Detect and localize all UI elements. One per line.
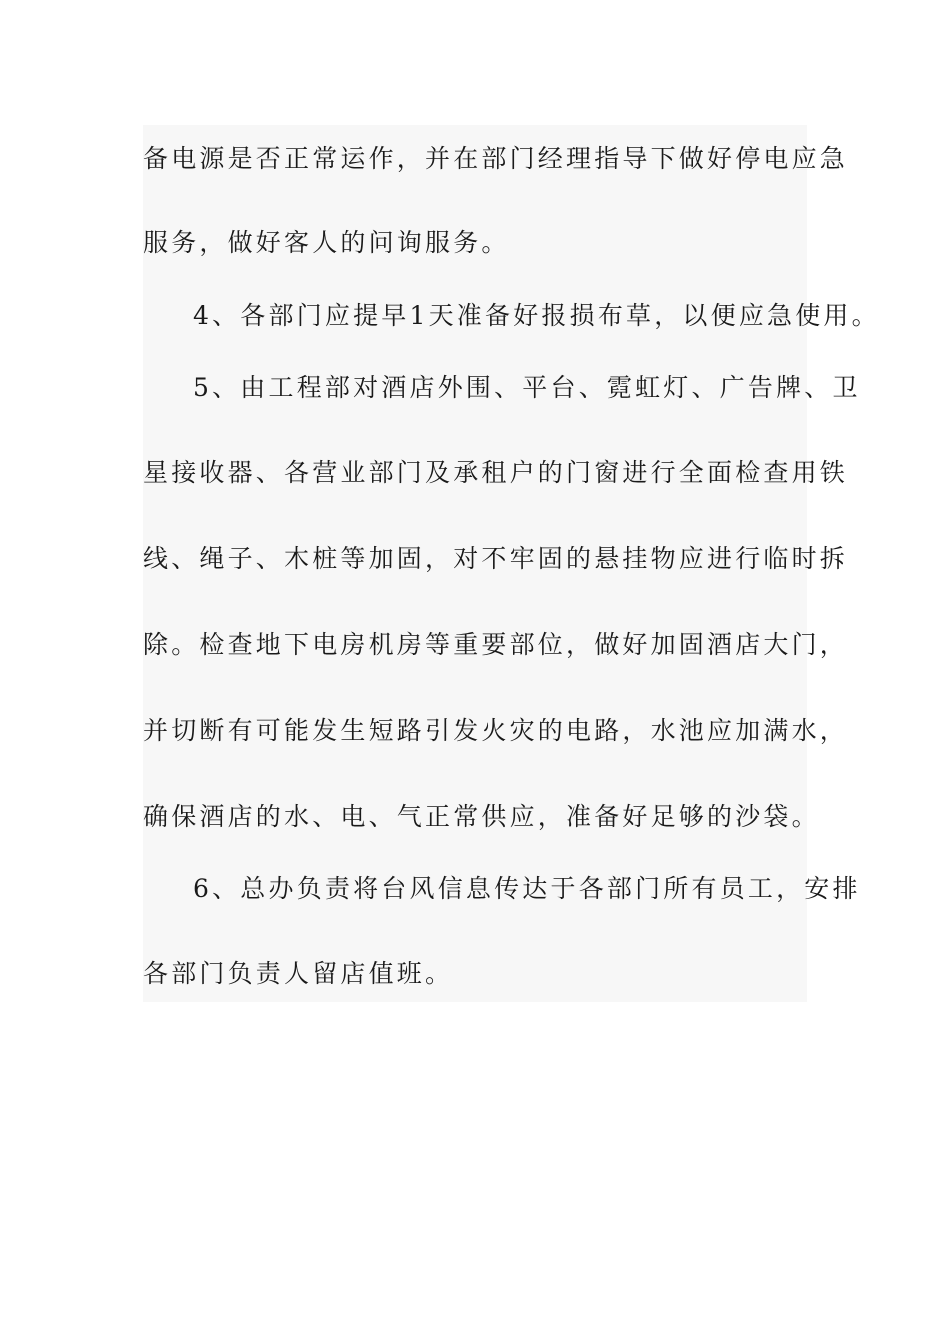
text-line-1: 备电源是否正常运作，并在部门经理指导下做好停电应急 [143, 144, 849, 173]
text-line-11: 各部门负责人留店值班。 [143, 959, 454, 988]
text-line-6: 线、绳子、木桩等加固，对不牢固的悬挂物应进行临时拆 [143, 544, 849, 573]
text-line-9: 确保酒店的水、电、气正常供应，准备好足够的沙袋。 [143, 802, 820, 831]
text-line-7: 除。检查地下电房机房等重要部位，做好加固酒店大门， [143, 630, 849, 659]
text-line-2: 服务，做好客人的问询服务。 [143, 228, 510, 257]
text-line-3: 4、各部门应提早1天准备好报损布草，以便应急使用。 [193, 301, 880, 330]
text-line-5: 星接收器、各营业部门及承租户的门窗进行全面检查用铁 [143, 458, 849, 487]
text-line-8: 并切断有可能发生短路引发火灾的电路，水池应加满水， [143, 716, 849, 745]
text-line-4: 5、由工程部对酒店外围、平台、霓虹灯、广告牌、卫 [193, 373, 861, 402]
document-body [143, 125, 880, 1002]
text-line-10: 6、总办负责将台风信息传达于各部门所有员工，安排 [193, 874, 861, 903]
